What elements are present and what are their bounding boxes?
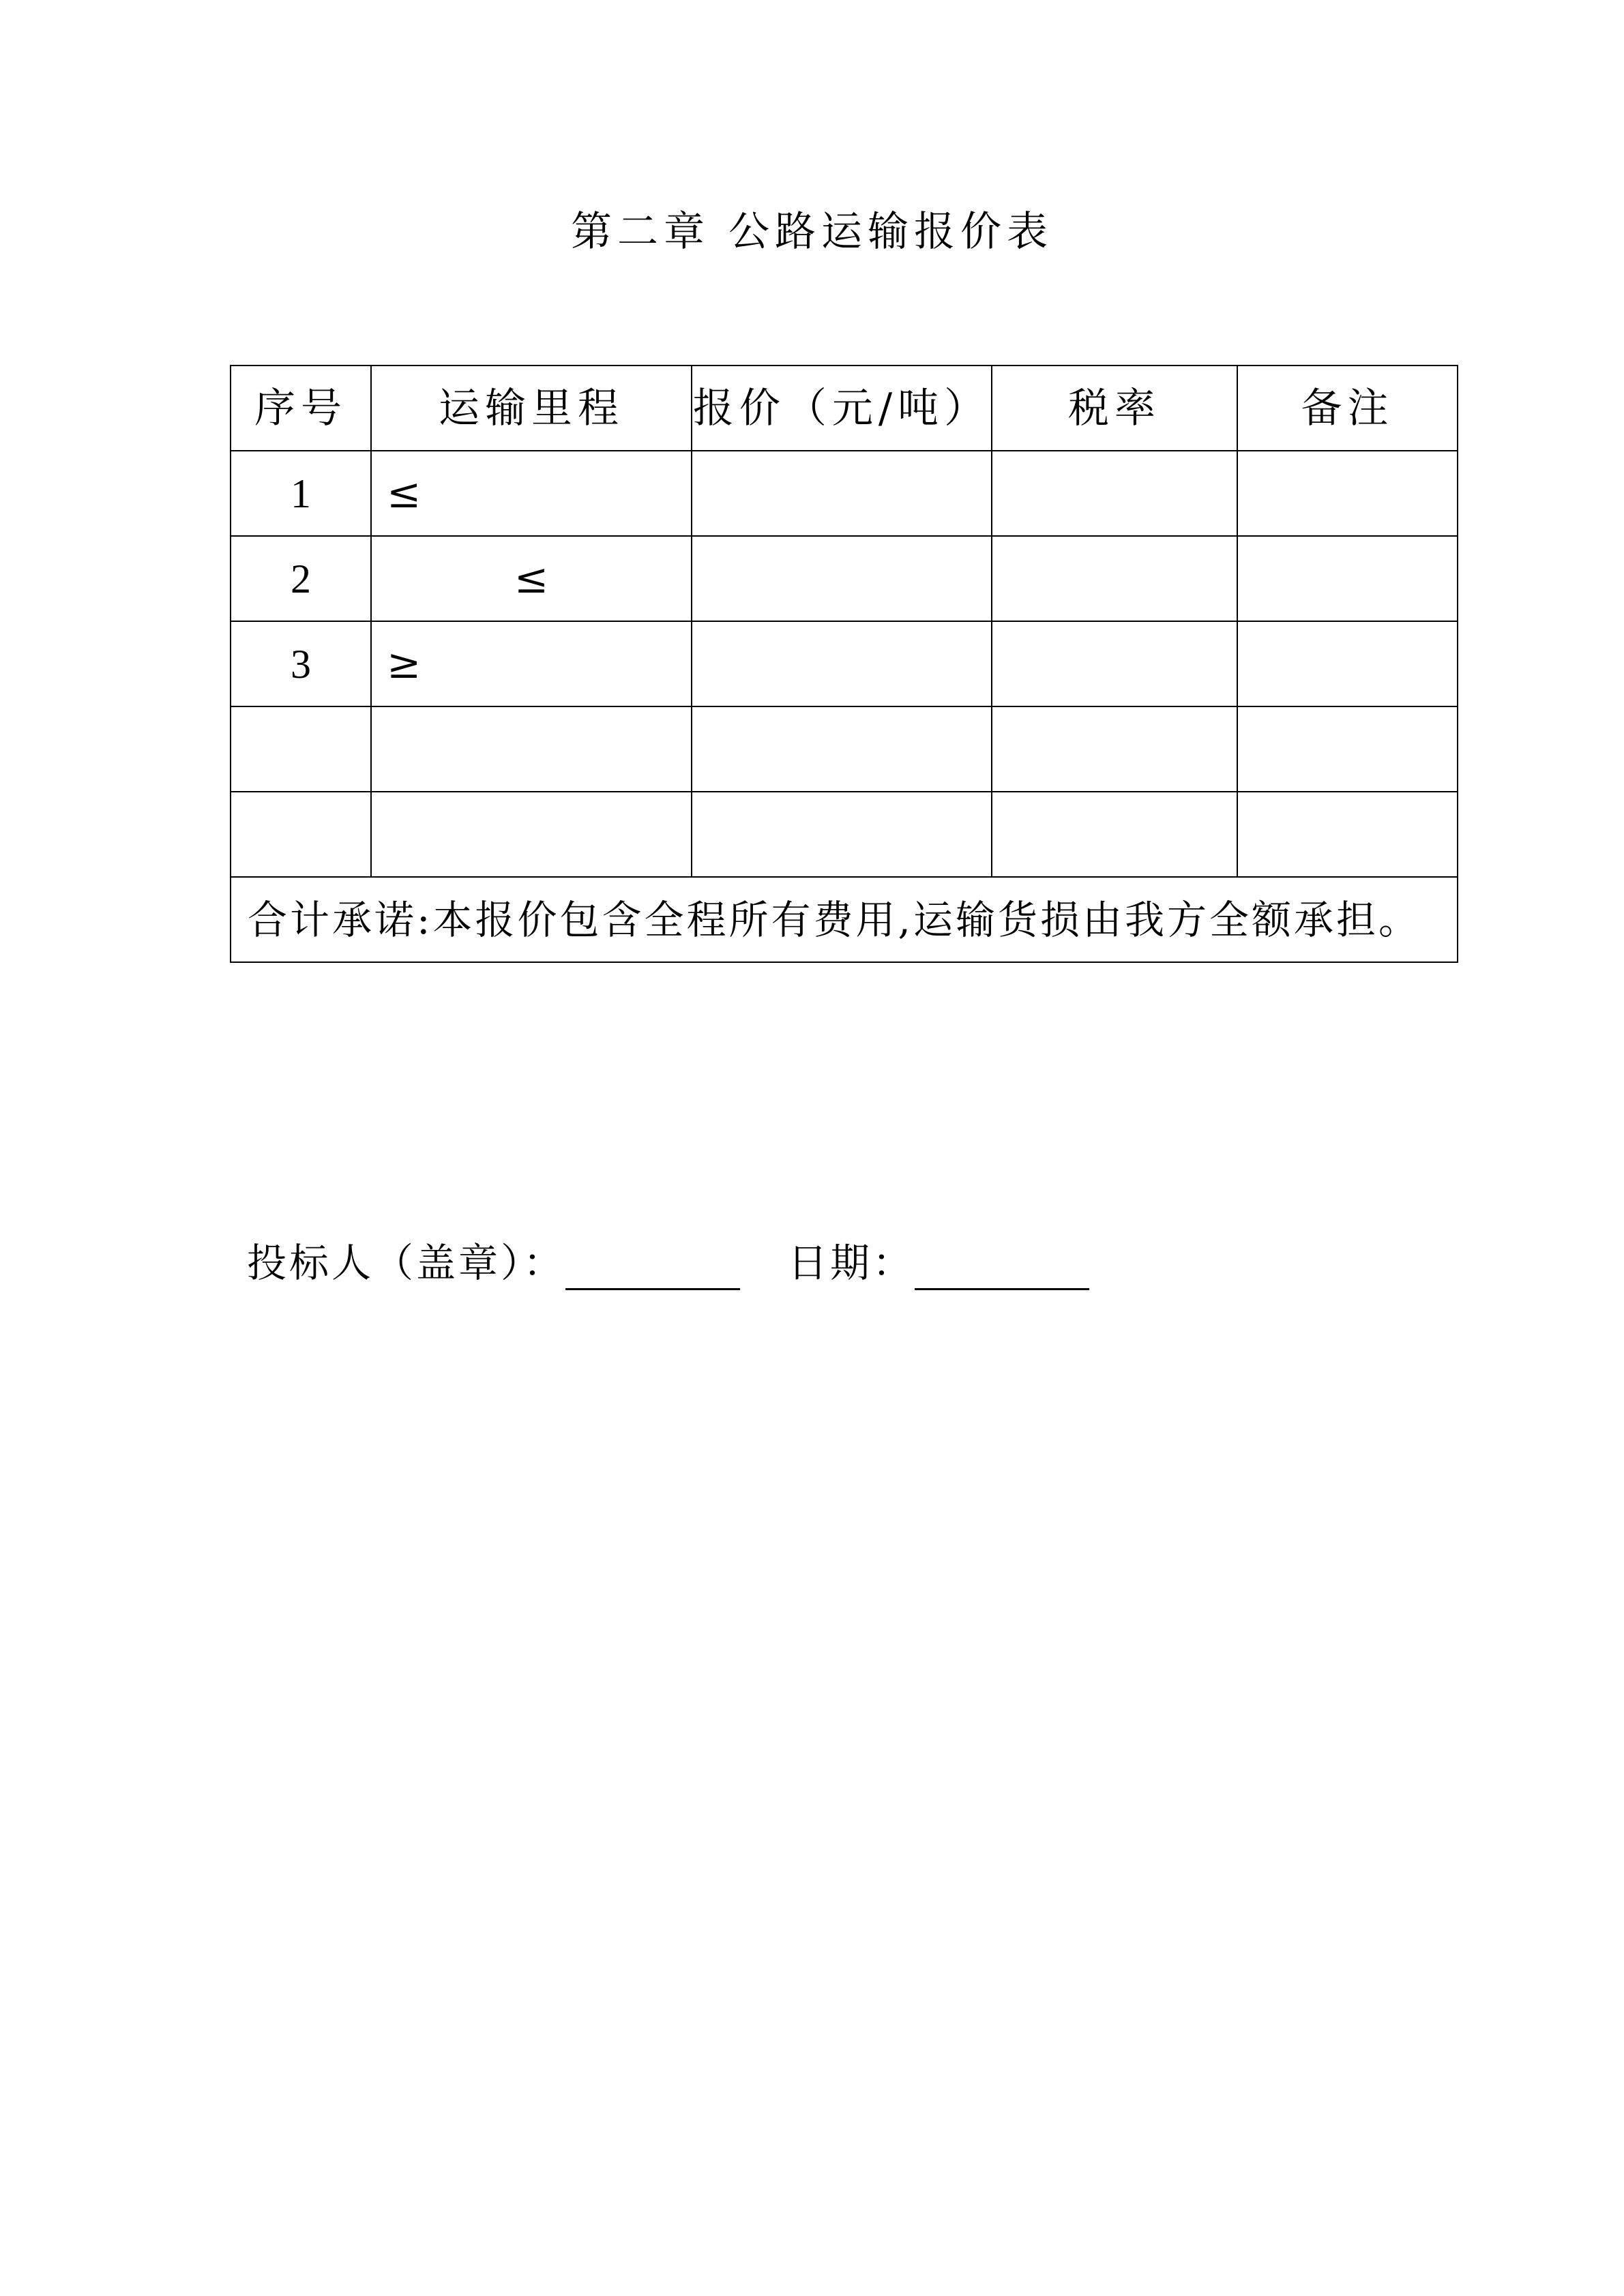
signature-line: [247, 1236, 1089, 1290]
table-row: [231, 451, 1458, 536]
row-tax-rate: [992, 451, 1237, 536]
row-price: [692, 536, 992, 621]
table-row: [231, 792, 1458, 877]
table-row: [231, 536, 1458, 621]
row-distance: ≤: [371, 536, 692, 621]
table-total-row: [231, 877, 1458, 962]
row-tax-rate: [992, 706, 1237, 792]
header-seq: 序号: [231, 366, 371, 451]
row-price: [692, 621, 992, 706]
row-seq: [231, 706, 371, 792]
row-tax-rate: [992, 536, 1237, 621]
row-note: [1237, 451, 1458, 536]
header-tax-rate: 税率: [992, 366, 1237, 451]
quote-table: [230, 365, 1458, 963]
row-tax-rate: [992, 621, 1237, 706]
row-seq: 3: [231, 621, 371, 706]
row-note: [1237, 706, 1458, 792]
table-row: [231, 706, 1458, 792]
header-distance: 运输里程: [371, 366, 692, 451]
row-note: [1237, 536, 1458, 621]
bidder-blank[interactable]: [565, 1247, 740, 1290]
row-distance: [371, 792, 692, 877]
row-distance: [371, 706, 692, 792]
row-note: [1237, 792, 1458, 877]
page-title: 第二章 公路运输报价表: [570, 208, 1054, 256]
total-commitment: 合计承诺:本报价包含全程所有费用,运输货损由我方全额承担。: [231, 877, 1458, 962]
row-price: [692, 792, 992, 877]
header-note: 备注: [1237, 366, 1458, 451]
row-seq: [231, 792, 371, 877]
row-distance: ≥: [371, 621, 692, 706]
header-price: 报价（元/吨）: [692, 366, 992, 451]
table-header-row: [231, 366, 1458, 451]
date-blank[interactable]: [915, 1247, 1089, 1290]
bidder-label: 投标人（盖章）：: [247, 1240, 566, 1286]
row-distance: ≤: [371, 451, 692, 536]
row-seq: 2: [231, 536, 371, 621]
table-row: [231, 621, 1458, 706]
date-label: 日期：: [788, 1240, 915, 1286]
row-price: [692, 706, 992, 792]
row-tax-rate: [992, 792, 1237, 877]
row-price: [692, 451, 992, 536]
row-note: [1237, 621, 1458, 706]
row-seq: 1: [231, 451, 371, 536]
